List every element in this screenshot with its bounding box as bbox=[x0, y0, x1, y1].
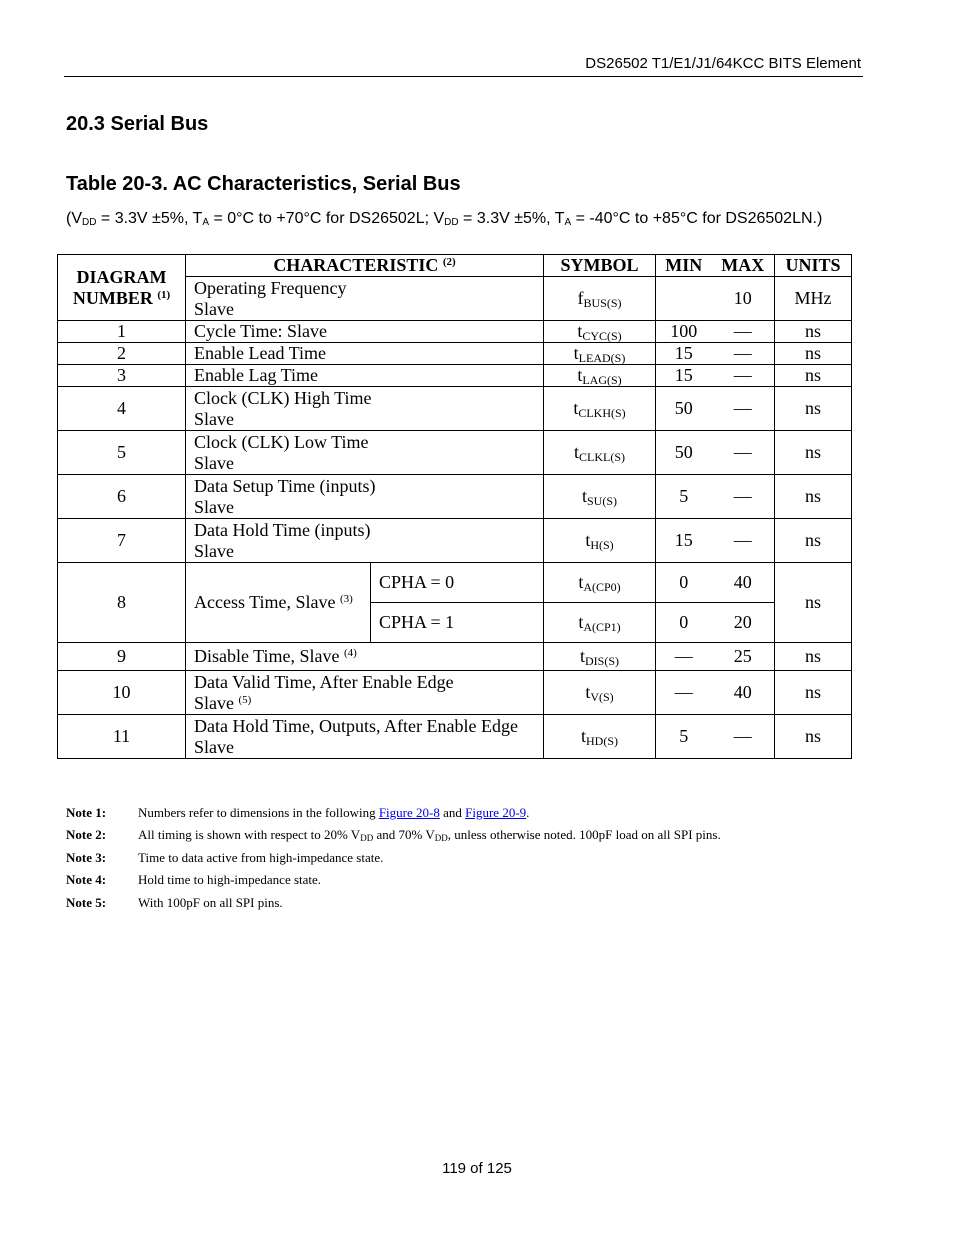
cond-sub: DD bbox=[444, 217, 459, 228]
char-line: Data Hold Time (inputs) bbox=[194, 519, 371, 540]
document-header-title: DS26502 T1/E1/J1/64KCC BITS Element bbox=[585, 55, 861, 72]
row-symbol bbox=[544, 475, 656, 519]
row-max: 10 bbox=[712, 277, 775, 321]
table-row bbox=[58, 475, 852, 519]
table-row bbox=[58, 387, 852, 431]
row-min: — bbox=[656, 643, 712, 671]
row-units: ns bbox=[775, 365, 852, 387]
row-max: — bbox=[712, 431, 775, 475]
sym-sub: A(CP0) bbox=[583, 580, 621, 594]
cond-sub: A bbox=[564, 217, 572, 228]
note-label: Note 4: bbox=[66, 872, 107, 888]
row-min: 15 bbox=[656, 365, 712, 387]
sym: t bbox=[577, 365, 583, 385]
row-symbol bbox=[544, 603, 656, 643]
cond-text: = 3.3V ±5%, T bbox=[458, 210, 565, 227]
sym-sub: HD(S) bbox=[586, 734, 618, 748]
row-symbol bbox=[544, 343, 656, 365]
table-row bbox=[58, 365, 852, 387]
row-number: 3 bbox=[58, 365, 186, 387]
header-rule bbox=[64, 76, 863, 77]
char-line: Data Valid Time, After Enable Edge bbox=[194, 671, 454, 692]
cond-sub: A bbox=[202, 217, 209, 228]
note-text: Time to data active from high-impedance state. bbox=[138, 849, 384, 865]
note-label: Note 2: bbox=[66, 827, 107, 843]
sym-sub: SU(S) bbox=[587, 494, 618, 508]
row-characteristic bbox=[186, 431, 544, 475]
header-symbol: SYMBOL bbox=[544, 255, 656, 277]
table-row bbox=[58, 343, 852, 365]
header-characteristic bbox=[186, 255, 544, 277]
row-symbol bbox=[544, 321, 656, 343]
header-min: MIN bbox=[656, 255, 712, 277]
note-text-part: . bbox=[526, 805, 530, 820]
note-text-part: All timing is shown with respect to 20% V bbox=[138, 827, 361, 843]
note-text-part: , unless otherwise noted. 100pF load on all SPI pins. bbox=[447, 827, 721, 843]
header-text: NUMBER bbox=[72, 287, 153, 308]
sym-sub: DIS(S) bbox=[585, 654, 620, 668]
row-symbol bbox=[544, 277, 656, 321]
sym: f bbox=[577, 288, 584, 308]
cond-text: = 0°C to +70°C for DS26502L; V bbox=[209, 210, 445, 227]
row-units: ns bbox=[775, 671, 852, 715]
table-row bbox=[58, 519, 852, 563]
sym: t bbox=[573, 442, 579, 462]
row-symbol bbox=[544, 671, 656, 715]
sym: t bbox=[580, 726, 586, 746]
row-max: — bbox=[712, 343, 775, 365]
row-characteristic bbox=[186, 715, 544, 759]
note-text bbox=[138, 805, 529, 821]
ac-characteristics-table bbox=[57, 254, 852, 759]
sym: t bbox=[581, 486, 587, 506]
header-diagram-number bbox=[58, 255, 186, 321]
table-row bbox=[58, 321, 852, 343]
row-condition: CPHA = 1 bbox=[371, 603, 544, 643]
table-row bbox=[58, 563, 852, 603]
char-line: Slave bbox=[194, 408, 234, 429]
row-max: — bbox=[712, 475, 775, 519]
cond-sub: DD bbox=[82, 217, 97, 228]
char-line: Data Setup Time (inputs) bbox=[194, 475, 376, 496]
row-min: 0 bbox=[656, 563, 712, 603]
sym-sub: BUS(S) bbox=[583, 296, 622, 310]
char-line: Slave bbox=[194, 736, 234, 757]
cond-text: = 3.3V ±5%, T bbox=[96, 210, 203, 227]
table-row bbox=[58, 643, 852, 671]
row-characteristic bbox=[186, 519, 544, 563]
row-min: 15 bbox=[656, 343, 712, 365]
row-units: ns bbox=[775, 563, 852, 643]
footnote-ref: (5) bbox=[238, 693, 252, 706]
row-number: 8 bbox=[58, 563, 186, 643]
sym-sub: LEAD(S) bbox=[578, 351, 626, 365]
figure-20-9-link[interactable]: Figure 20-9 bbox=[465, 805, 527, 820]
row-symbol bbox=[544, 519, 656, 563]
row-min: — bbox=[656, 671, 712, 715]
char-line: Clock (CLK) High Time bbox=[194, 387, 372, 408]
row-min: 15 bbox=[656, 519, 712, 563]
sym: t bbox=[578, 612, 584, 632]
page-number: 119 of 125 bbox=[442, 1160, 512, 1177]
sym: t bbox=[573, 343, 579, 363]
sym-sub: CYC(S) bbox=[582, 329, 622, 343]
char-line: Operating Frequency bbox=[194, 277, 347, 298]
row-characteristic bbox=[186, 563, 371, 643]
note-text bbox=[138, 827, 721, 843]
row-units: ns bbox=[775, 519, 852, 563]
table-row bbox=[58, 671, 852, 715]
note-label: Note 3: bbox=[66, 849, 107, 865]
footnote-ref: (1) bbox=[157, 288, 171, 301]
row-characteristic bbox=[186, 475, 544, 519]
row-max: — bbox=[712, 321, 775, 343]
row-max: 20 bbox=[712, 603, 775, 643]
row-max: 40 bbox=[712, 563, 775, 603]
row-max: 40 bbox=[712, 671, 775, 715]
sym: t bbox=[585, 530, 591, 550]
char-line: Slave bbox=[194, 540, 234, 561]
char-line: Slave bbox=[194, 496, 234, 517]
row-min bbox=[656, 277, 712, 321]
char-line: Slave bbox=[194, 298, 234, 319]
table-row bbox=[58, 431, 852, 475]
row-units: ns bbox=[775, 321, 852, 343]
row-symbol bbox=[544, 365, 656, 387]
table-row bbox=[58, 715, 852, 759]
row-units: ns bbox=[775, 387, 852, 431]
row-symbol bbox=[544, 715, 656, 759]
row-max: — bbox=[712, 519, 775, 563]
row-units: ns bbox=[775, 643, 852, 671]
sym: t bbox=[577, 321, 583, 341]
note-text: With 100pF on all SPI pins. bbox=[138, 894, 283, 910]
note-label: Note 5: bbox=[66, 894, 107, 910]
row-units: ns bbox=[775, 343, 852, 365]
row-characteristic: Cycle Time: Slave bbox=[186, 321, 544, 343]
row-min: 5 bbox=[656, 715, 712, 759]
row-characteristic bbox=[186, 277, 544, 321]
row-number: 7 bbox=[58, 519, 186, 563]
char-line: Slave bbox=[194, 452, 234, 473]
row-units: ns bbox=[775, 475, 852, 519]
row-number: 10 bbox=[58, 671, 186, 715]
sym: t bbox=[585, 682, 591, 702]
row-symbol bbox=[544, 387, 656, 431]
row-min: 100 bbox=[656, 321, 712, 343]
note-text: Hold time to high-impedance state. bbox=[138, 872, 322, 888]
note-text-part: Numbers refer to dimensions in the following bbox=[138, 805, 379, 820]
footnote-ref: (4) bbox=[344, 647, 357, 659]
sym-sub: CLKL(S) bbox=[579, 450, 625, 464]
header-text: DIAGRAM bbox=[76, 266, 167, 287]
row-number: 5 bbox=[58, 431, 186, 475]
char-line: Access Time, Slave bbox=[194, 592, 336, 612]
row-number: 9 bbox=[58, 643, 186, 671]
cond-text: = -40°C to +85°C for DS26502LN.) bbox=[571, 210, 823, 227]
row-max: 25 bbox=[712, 643, 775, 671]
note-text-part: and 70% V bbox=[373, 827, 435, 843]
header-units: UNITS bbox=[775, 255, 852, 277]
char-line: Data Hold Time, Outputs, After Enable Edge bbox=[194, 715, 518, 736]
sym: t bbox=[578, 572, 584, 592]
header-max: MAX bbox=[712, 255, 775, 277]
row-max: — bbox=[712, 715, 775, 759]
row-units: ns bbox=[775, 431, 852, 475]
sym-sub: CLKH(S) bbox=[578, 406, 626, 420]
sym: t bbox=[573, 398, 579, 418]
section-title: 20.3 Serial Bus bbox=[66, 113, 209, 135]
row-number: 1 bbox=[58, 321, 186, 343]
table-header-row bbox=[58, 255, 852, 277]
row-min: 0 bbox=[656, 603, 712, 643]
row-number: 6 bbox=[58, 475, 186, 519]
row-number: 2 bbox=[58, 343, 186, 365]
char-line: Clock (CLK) Low Time bbox=[194, 431, 369, 452]
note-label: Note 1: bbox=[66, 805, 107, 820]
header-text: CHARACTERISTIC bbox=[273, 255, 439, 275]
sym-sub: A(CP1) bbox=[583, 620, 621, 634]
row-characteristic bbox=[186, 387, 544, 431]
cond-text: (V bbox=[66, 210, 82, 227]
figure-20-8-link[interactable]: Figure 20-8 bbox=[378, 805, 440, 820]
sym-sub: LAG(S) bbox=[582, 373, 622, 387]
row-number: 4 bbox=[58, 387, 186, 431]
row-units: ns bbox=[775, 715, 852, 759]
footnote-ref: (2) bbox=[442, 256, 456, 268]
note-sub: DD bbox=[434, 833, 448, 844]
row-min: 50 bbox=[656, 387, 712, 431]
char-line: Disable Time, Slave bbox=[194, 646, 340, 666]
table-conditions bbox=[66, 209, 826, 229]
note-text-part: and bbox=[439, 805, 466, 820]
row-condition: CPHA = 0 bbox=[371, 563, 544, 603]
row-characteristic: Enable Lead Time bbox=[186, 343, 544, 365]
row-min: 5 bbox=[656, 475, 712, 519]
row-symbol bbox=[544, 563, 656, 603]
footnote-ref: (3) bbox=[340, 593, 353, 605]
sym-sub: V(S) bbox=[590, 690, 614, 704]
row-number: 11 bbox=[58, 715, 186, 759]
row-characteristic bbox=[186, 671, 544, 715]
row-max: — bbox=[712, 365, 775, 387]
row-symbol bbox=[544, 431, 656, 475]
note-sub: DD bbox=[360, 833, 374, 844]
row-units: MHz bbox=[775, 277, 852, 321]
char-line: Slave bbox=[194, 692, 234, 713]
row-symbol bbox=[544, 643, 656, 671]
sym-sub: H(S) bbox=[590, 538, 614, 552]
table-title: Table 20-3. AC Characteristics, Serial Bus bbox=[66, 173, 461, 195]
row-max: — bbox=[712, 387, 775, 431]
row-characteristic: Enable Lag Time bbox=[186, 365, 544, 387]
row-characteristic bbox=[186, 643, 544, 671]
row-min: 50 bbox=[656, 431, 712, 475]
sym: t bbox=[579, 646, 585, 666]
